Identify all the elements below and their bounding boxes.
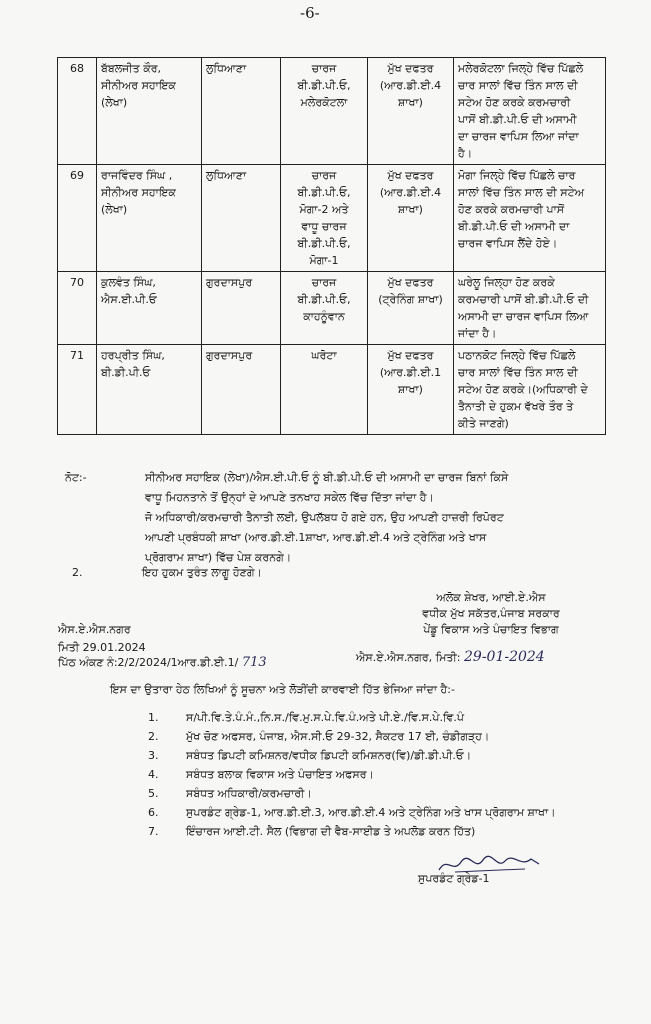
table-row bbox=[58, 272, 606, 345]
page-number: -6- bbox=[300, 4, 320, 22]
copy-list bbox=[148, 708, 568, 841]
copy-item bbox=[148, 746, 568, 765]
charge-line: ਘਰੋਟਾ bbox=[311, 349, 337, 362]
item-number: 2. bbox=[72, 566, 83, 579]
note-line: ਆਪਣੀ ਪ੍ਰਬੰਧਕੀ ਸ਼ਾਖਾ (ਆਰ.ਡੀ.ਈ.1ਸ਼ਾਖਾ, ਆਰ.ਡੀ.ਈ.4 ਅਤੇ ਟ੍ਰੇਨਿੰਗ ਅਤੇ ਖਾਸ bbox=[145, 531, 487, 544]
copy-item-text: ਮੁੱਖ ਚੋਣ ਅਫਸਰ, ਪੰਜਾਬ, ਐਸ.ਸੀ.ਓ 29-32, ਸੈਕਟਰ 17 ਈ, ਚੰਡੀਗੜ੍ਹ। bbox=[186, 730, 490, 743]
reason-cell bbox=[454, 165, 606, 272]
item-text: ਇਹ ਹੁਕਮ ਤੁਰੰਤ ਲਾਗੂ ਹੋਣਗੇ। bbox=[142, 566, 262, 579]
note-label: ਨੋਟ:- bbox=[65, 471, 87, 484]
signatory-designation: ਵਧੀਕ ਮੁੱਖ ਸਕੱਤਰ,ਪੰਜਾਬ ਸਰਕਾਰ bbox=[422, 607, 560, 620]
serial-number-cell: 71 bbox=[58, 345, 97, 435]
copy-item-text: ਸਬੰਧਤ ਅਧਿਕਾਰੀ/ਕਰਮਚਾਰੀ। bbox=[186, 787, 312, 800]
posting-office-line: ਮੁੱਖ ਦਫਤਰ bbox=[387, 62, 434, 75]
posting-office-line: ਸ਼ਾਖਾ) bbox=[398, 203, 423, 216]
reason-cell bbox=[454, 272, 606, 345]
posting-office-cell bbox=[368, 272, 454, 345]
reason-line: ਜਾਂਦਾ ਹੈ। bbox=[458, 327, 497, 340]
reason-cell bbox=[454, 58, 606, 165]
charge-line: ਬੀ.ਡੀ.ਪੀ.ਓ, bbox=[297, 186, 351, 199]
reason-line: ਹੈ। bbox=[458, 147, 473, 160]
reason-line: ਪਾਸੋਂ ਬੀ.ਡੀ.ਪੀ.ਓ ਦੀ ਅਸਾਮੀ bbox=[458, 113, 577, 126]
note-line: ਵਾਧੂ ਮਿਹਨਤਾਨੇ ਤੋਂ ਉਨ੍ਹਾਂ ਦੇ ਆਪਣੇ ਤਨਖਾਹ ਸਕੇਲ ਵਿੱਚ ਦਿੱਤਾ ਜਾਂਦਾ ਹੈ। bbox=[145, 491, 434, 504]
posting-office-line: ਮੁੱਖ ਦਫਤਰ bbox=[387, 169, 434, 182]
name-line: ਐਸ.ਈ.ਪੀ.ਓ bbox=[101, 293, 157, 306]
copy-item-number: 6. bbox=[148, 806, 159, 819]
charge-line: ਚਾਰਜ bbox=[311, 62, 337, 75]
reason-line: ਕੀਤੇ ਜਾਣਗੇ) bbox=[458, 417, 509, 430]
posting-office-line: (ਆਰ.ਡੀ.ਈ.4 bbox=[379, 186, 442, 199]
copy-item-number: 2. bbox=[148, 730, 159, 743]
name-line: ਰਾਜਵਿੰਦਰ ਸਿੰਘ , bbox=[101, 169, 173, 182]
charge-line: ਵਾਧੂ ਚਾਰਜ bbox=[301, 220, 347, 233]
copy-item bbox=[148, 803, 568, 822]
charge-line: ਮਲੇਰਕੋਟਲਾ bbox=[300, 96, 348, 109]
copy-item-text: ਸ/ਪੀ.ਵਿ.ਤੇ.ਪੰ.ਮੰ.,ਨਿ.ਸ./ਵਿ.ਮੁ.ਸ.ਪੇ.ਵਿ.ਪੰ.ਅਤੇ ਪੀ.ਏ./ਵਿ.ਸ.ਪੇ.ਵਿ.ਪੰ bbox=[186, 711, 465, 724]
table-row bbox=[58, 58, 606, 165]
copy-item-number: 3. bbox=[148, 749, 159, 762]
table-row bbox=[58, 345, 606, 435]
endorsement-date bbox=[356, 649, 545, 665]
reason-cell bbox=[454, 345, 606, 435]
serial-number-cell: 70 bbox=[58, 272, 97, 345]
charge-line: ਚਾਰਜ bbox=[311, 169, 337, 182]
name-line: ਹਰਪ੍ਰੀਤ ਸਿੰਘ, bbox=[101, 349, 165, 362]
copy-item-number: 4. bbox=[148, 768, 159, 781]
posting-office-line: ਮੁੱਖ ਦਫਤਰ bbox=[387, 276, 434, 289]
reason-line: ਸਟੇਅ ਹੋਣ ਕਰਕੇ ਕਰਮਚਾਰੀ bbox=[458, 96, 571, 109]
name-line: ਬੀ.ਡੀ.ਪੀ.ਓ bbox=[101, 366, 151, 379]
signatory-department: ਪੇਂਡੂ ਵਿਕਾਸ ਅਤੇ ਪੰਚਾਇਤ ਵਿਭਾਗ bbox=[423, 623, 559, 636]
charge-line: ਚਾਰਜ bbox=[311, 276, 337, 289]
copy-item bbox=[148, 784, 568, 803]
copy-item-number: 1. bbox=[148, 711, 159, 724]
date: ਮਿਤੀ 29.01.2024 bbox=[58, 641, 146, 654]
name-line: ਸੀਨੀਅਰ ਸਹਾਇਕ bbox=[101, 79, 176, 92]
reason-line: ਹੋਣ ਕਰਕੇ ਕਰਮਚਾਰੀ ਪਾਸੋਂ bbox=[458, 203, 565, 216]
reason-line: ਮੋਗਾ ਜਿਲ੍ਹੇ ਵਿੱਚ ਪਿੱਛਲੇ ਚਾਰ bbox=[458, 169, 576, 182]
endorsement-number bbox=[58, 655, 267, 670]
signatory-block bbox=[396, 590, 586, 638]
table-row bbox=[58, 165, 606, 272]
posting-office-line: ਮੁੱਖ ਦਫਤਰ bbox=[387, 349, 434, 362]
copy-item bbox=[148, 727, 568, 746]
reason-line: ਪਠਾਨਕੋਟ ਜਿਲ੍ਹੇ ਵਿੱਚ ਪਿੱਛਲੇ bbox=[458, 349, 576, 362]
transfer-table bbox=[57, 57, 606, 435]
posting-office-line: ਸ਼ਾਖਾ) bbox=[398, 383, 423, 396]
charge-cell bbox=[281, 272, 368, 345]
posting-office-line: ਸ਼ਾਖਾ) bbox=[398, 96, 423, 109]
note-line: ਸੀਨੀਅਰ ਸਹਾਇਕ (ਲੇਖਾ)/ਐਸ.ਈ.ਪੀ.ਓ ਨੂੰ ਬੀ.ਡੀ.ਪੀ.ਓ ਦੀ ਅਸਾਮੀ ਦਾ ਚਾਰਜ ਬਿਨਾਂ ਕਿਸੇ bbox=[145, 471, 509, 484]
charge-line: ਬੀ.ਡੀ.ਪੀ.ਓ, bbox=[297, 293, 351, 306]
reason-line: ਬੀ.ਡੀ.ਪੀ.ਓ ਦੀ ਅਸਾਮੀ ਦਾ bbox=[458, 220, 570, 233]
charge-cell bbox=[281, 58, 368, 165]
posting-office-line: (ਆਰ.ਡੀ.ਈ.4 bbox=[379, 79, 442, 92]
reason-line: ਤੈਨਾਤੀ ਦੇ ਹੁਕਮ ਵੱਖਰੇ ਤੌਰ ਤੇ bbox=[458, 400, 574, 413]
serial-number-cell: 69 bbox=[58, 165, 97, 272]
endorsement-prefix: ਪਿੱਠ ਅੰਕਣ ਨੰ:2/2/2024/1ਆਰ.ਡੀ.ਈ.1/ bbox=[58, 656, 239, 669]
district-cell: ਲੁਧਿਆਣਾ bbox=[202, 165, 281, 272]
posting-office-cell bbox=[368, 345, 454, 435]
charge-line: ਬੀ.ਡੀ.ਪੀ.ਓ, bbox=[297, 237, 351, 250]
posting-office-cell bbox=[368, 58, 454, 165]
copy-item-number: 7. bbox=[148, 825, 159, 838]
posting-office-cell bbox=[368, 165, 454, 272]
posting-office-line: (ਟ੍ਰੇਨਿੰਗ ਸ਼ਾਖਾ) bbox=[378, 293, 443, 306]
copy-item bbox=[148, 765, 568, 784]
name-line: ਬੱਬਲਜੀਤ ਕੌਰ, bbox=[101, 62, 162, 75]
copy-item bbox=[148, 822, 568, 841]
reason-line: ਮਲੇਰਕੋਟਲਾ ਜਿਲ੍ਹੇ ਵਿੱਚ ਪਿੱਛਲੇ bbox=[458, 62, 584, 75]
reason-line: ਅਸਾਮੀ ਦਾ ਚਾਰਜ ਵਾਪਿਸ ਲਿਆ bbox=[458, 310, 589, 323]
endorsement-date-prefix: ਐਸ.ਏ.ਐਸ.ਨਗਰ, ਮਿਤੀ: bbox=[356, 651, 461, 664]
name-cell bbox=[97, 58, 202, 165]
endorsement-handwritten-date: 29-01-2024 bbox=[464, 649, 545, 665]
name-cell bbox=[97, 272, 202, 345]
name-cell bbox=[97, 345, 202, 435]
district-cell: ਲੁਧਿਆਣਾ bbox=[202, 58, 281, 165]
name-line: ਸੀਨੀਅਰ ਸਹਾਇਕ bbox=[101, 186, 176, 199]
district-cell: ਗੁਰਦਾਸਪੁਰ bbox=[202, 345, 281, 435]
name-line: (ਲੇਖਾ) bbox=[101, 96, 128, 109]
name-line: ਕੁਲਵੰਤ ਸਿੰਘ, bbox=[101, 276, 156, 289]
place-date bbox=[58, 621, 146, 657]
reason-line: ਚਾਰਜ ਵਾਪਿਸ ਲੈਂਦੇ ਹੋਏ। bbox=[458, 237, 558, 250]
copy-item bbox=[148, 708, 568, 727]
copy-item-text: ਸੁਪਰਡੰਟ ਗ੍ਰੇਡ-1, ਆਰ.ਡੀ.ਈ.3, ਆਰ.ਡੀ.ਈ.4 ਅਤੇ ਟ੍ਰੇਨਿੰਗ ਅਤੇ ਖਾਸ ਪ੍ਰੋਗਰਾਮ ਸ਼ਾਖਾ। bbox=[186, 806, 556, 819]
signatory-name: ਅਲੋਕ ਸ਼ੇਖਰ, ਆਈ.ਏ.ਐਸ bbox=[436, 591, 546, 604]
district-cell: ਗੁਰਦਾਸਪੁਰ bbox=[202, 272, 281, 345]
name-cell bbox=[97, 165, 202, 272]
endorsement-handwritten-number: 713 bbox=[241, 655, 267, 670]
reason-line: ਚਾਰ ਸਾਲਾਂ ਵਿੱਚ ਤਿੰਨ ਸਾਲ ਦੀ bbox=[458, 79, 578, 92]
charge-line: ਮੋਗਾ-1 bbox=[309, 254, 339, 267]
reason-line: ਸਾਲਾਂ ਵਿੱਚ ਤਿੰਨ ਸਾਲ ਦੀ ਸਟੇਅ bbox=[458, 186, 585, 199]
note-line: ਜੋ ਅਧਿਕਾਰੀ/ਕਰਮਚਾਰੀ ਤੈਨਾਤੀ ਲਈ, ਉਪਲੱਬਧ ਹੋ ਗਏ ਹਨ, ਉਹ ਆਪਣੀ ਹਾਜ਼ਰੀ ਰਿਪੋਰਟ bbox=[145, 511, 504, 524]
note-text bbox=[145, 468, 605, 568]
charge-line: ਬੀ.ਡੀ.ਪੀ.ਓ, bbox=[297, 79, 351, 92]
reason-line: ਸਟੇਅ ਹੋਣ ਕਰਕੇ।(ਅਧਿਕਾਰੀ ਦੇ bbox=[458, 383, 588, 396]
charge-line: ਕਾਹਨੂੰਵਾਨ bbox=[303, 310, 345, 323]
signature-designation: ਸੁਪਰਡੰਟ ਗ੍ਰੇਡ-1 bbox=[418, 872, 490, 885]
reason-line: ਚਾਰ ਸਾਲਾਂ ਵਿੱਚ ਤਿੰਨ ਸਾਲ ਦੀ bbox=[458, 366, 578, 379]
posting-office-line: (ਆਰ.ਡੀ.ਈ.1 bbox=[379, 366, 442, 379]
charge-line: ਮੋਗਾ-2 ਅਤੇ bbox=[299, 203, 349, 216]
charge-cell bbox=[281, 165, 368, 272]
copy-item-text: ਸਬੰਧਤ ਬਲਾਕ ਵਿਕਾਸ ਅਤੇ ਪੰਚਾਇਤ ਅਫਸਰ। bbox=[186, 768, 374, 781]
name-line: (ਲੇਖਾ) bbox=[101, 203, 128, 216]
copy-item-number: 5. bbox=[148, 787, 159, 800]
copy-item-text: ਇੰਚਾਰਜ ਆਈ.ਟੀ. ਸੈਲ (ਵਿਭਾਗ ਦੀ ਵੈਬ-ਸਾਈਡ ਤੇ ਅਪਲੋਡ ਕਰਨ ਹਿੱਤ) bbox=[186, 825, 476, 838]
place: ਐਸ.ਏ.ਐਸ.ਨਗਰ bbox=[58, 623, 131, 636]
serial-number-cell: 68 bbox=[58, 58, 97, 165]
reason-line: ਘਰੇਲੂ ਜਿਲ੍ਹਾ ਹੋਣ ਕਰਕੇ bbox=[458, 276, 555, 289]
reason-line: ਦਾ ਚਾਰਜ ਵਾਪਿਸ ਲਿਆ ਜਾਂਦਾ bbox=[458, 130, 579, 143]
copy-heading: ਇਸ ਦਾ ਉਤਾਰਾ ਹੇਠ ਲਿਖਿਆਂ ਨੂੰ ਸੂਚਨਾ ਅਤੇ ਲੋੜੀਂਦੀ ਕਾਰਵਾਈ ਹਿੱਤ ਭੇਜਿਆ ਜਾਂਦਾ ਹੈ:- bbox=[110, 683, 455, 696]
reason-line: ਕਰਮਚਾਰੀ ਪਾਸੋਂ ਬੀ.ਡੀ.ਪੀ.ਓ ਦੀ bbox=[458, 293, 589, 306]
note-line: ਪ੍ਰੋਗਰਾਮ ਸ਼ਾਖਾ) ਵਿੱਚ ਪੇਸ਼ ਕਰਨਗੇ। bbox=[145, 551, 292, 564]
copy-item-text: ਸਬੰਧਤ ਡਿਪਟੀ ਕਮਿਸ਼ਨਰ/ਵਧੀਕ ਡਿਪਟੀ ਕਮਿਸ਼ਨਰ(ਵਿ)/ਡੀ.ਡੀ.ਪੀ.ਓ। bbox=[186, 749, 472, 762]
charge-cell bbox=[281, 345, 368, 435]
